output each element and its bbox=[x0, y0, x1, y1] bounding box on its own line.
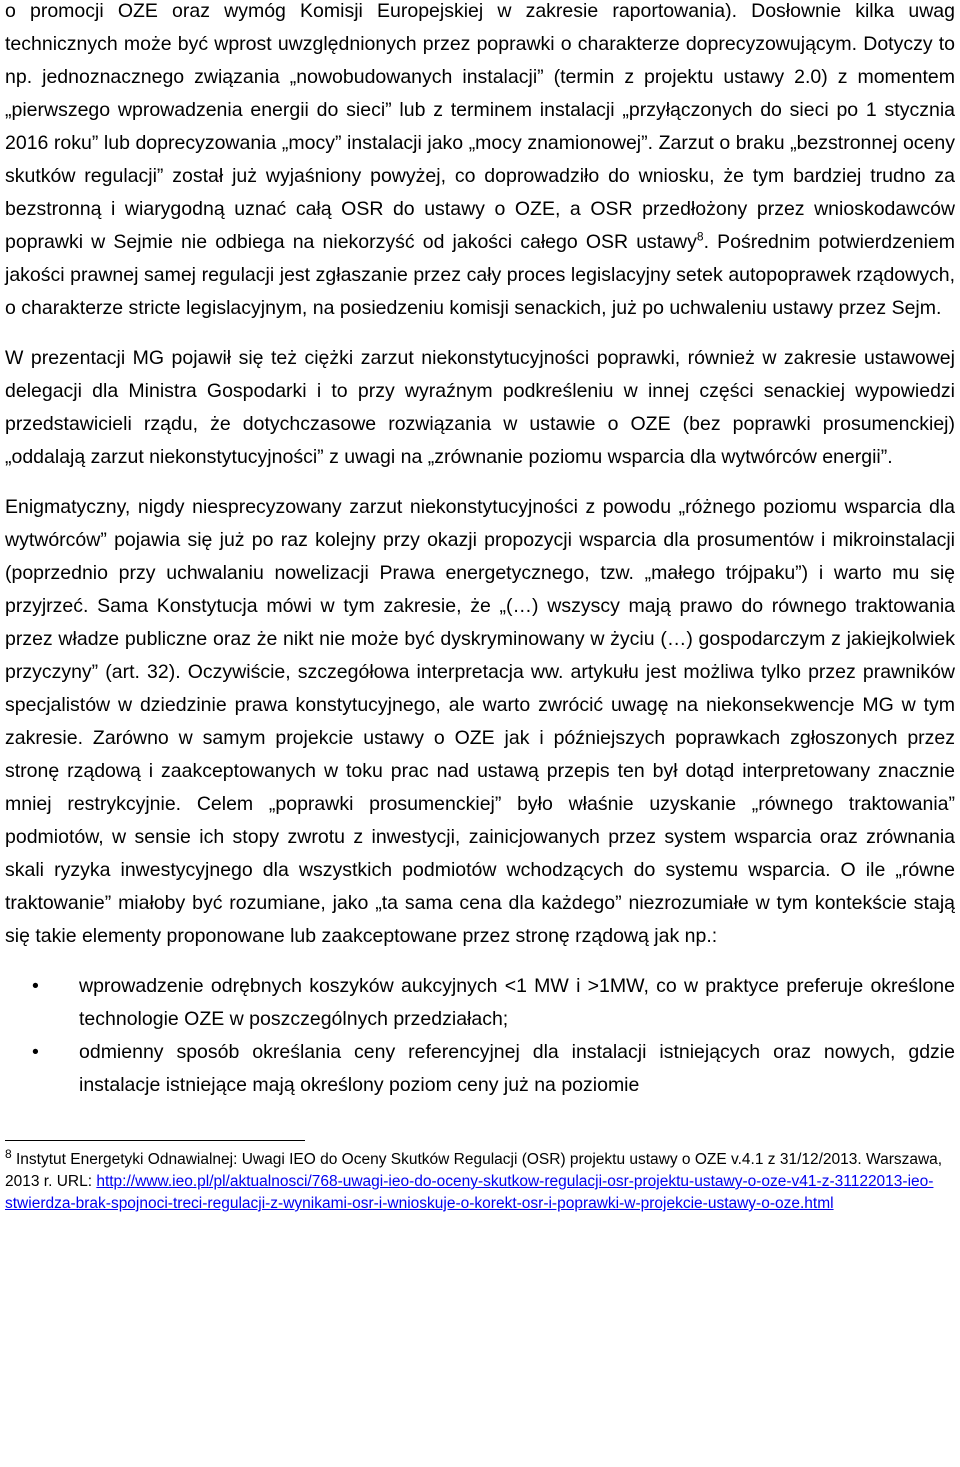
bullet-list bbox=[5, 970, 955, 1102]
body-paragraph-2: W prezentacji MG pojawił się też ciężki zarzut niekonstytucyjności poprawki, również w zakresie ustawowej delegacji dla Ministra Gospodarki i to przy wyraźnym podkreśleniu w innej części senackiej wypowiedzi przedstawicieli rządu, że dotychczasowe rozwiązania w ustawie o OZE (bez poprawki prosumenckiej) „oddalają zarzut niekonstytucyjności” z uwagi na „zrównanie poziomu wsparcia dla wytwórców energii”. bbox=[5, 347, 955, 468]
list-item-text: wprowadzenie odrębnych koszyków aukcyjnych <1 MW i >1MW, co w praktyce preferuje określone technologie OZE w poszczególnych przedziałach; bbox=[79, 975, 955, 1030]
footnote-number: 8 bbox=[5, 1146, 12, 1161]
body-paragraph-1 bbox=[5, 0, 955, 325]
footnote-link[interactable]: http://www.ieo.pl/pl/aktualnosci/768-uwagi-ieo-do-oceny-skutkow-regulacji-osr-projektu-ustawy-o-oze-v41-z-31122013-ieo-stwierdza-brak-spojnoci-treci-regulacji-z-wynikami-osr-i-wnioskuje-o-korekt-osr-i-poprawki-w-projekcie-ustawy-o-oze.html bbox=[5, 1173, 934, 1212]
list-item bbox=[5, 970, 955, 1036]
body-paragraph-3: Enigmatyczny, nigdy niesprecyzowany zarzut niekonstytucyjności z powodu „różnego poziomu wsparcia dla wytwórców” pojawia się już po raz kolejny przy okazji propozycji wsparcia dla prosumentów i mikroinstalacji (poprzednio przy uchwalaniu nowelizacji Prawa energetycznego, tzw. „małego trójpaku”) i warto mu się przyjrzeć. Sama Konstytucja mówi w tym zakresie, że „(…) wszyscy mają prawo do równego traktowania przez władze publiczne oraz że nikt nie może być dyskryminowany w życiu (…) gospodarczym z jakiejkolwiek przyczyny” (art. 32). Oczywiście, szczegółowa interpretacja ww. artykułu jest możliwa tylko przez prawników specjalistów w dziedzinie prawa konstytucyjnego, ale warto zwrócić uwagę na niekonsekwencje MG w tym zakresie. Zarówno w samym projekcie ustawy o OZE jak i późniejszych poprawkach zgłoszonych przez stronę rządową i zaakceptowanych w toku prac nad ustawą przepis ten był dotąd interpretowany znacznie mniej restrykcyjnie. Celem „poprawki prosumenckiej” było właśnie uzyskanie „równego traktowania” podmiotów, w sensie ich stopy zwrotu z inwestycji, zainicjowanych przez system wsparcia oraz zrównania skali ryzyka inwestycyjnego dla wszystkich podmiotów wchodzących do systemu wsparcia. O ile „równe traktowanie” miałoby być rozumiane, jako „ta sama cena dla każdego” niezrozumiałe w tym kontekście stają się takie elementy proponowane lub zaakceptowane przez stronę rządową jak np.: bbox=[5, 496, 955, 947]
paragraph-text: o promocji OZE oraz wymóg Komisji Europejskiej w zakresie raportowania). Dosłownie kilka uwag technicznych może być wprost uwzględnionych przez poprawki o charakterze doprecyzowującym. Dotyczy to np. jednoznacznego związania „nowobudowanych instalacji” (termin z projektu ustawy 2.0) z momentem „pierwszego wprowadzenia energii do sieci” lub z terminem instalacji „przyłączonych do sieci po 1 stycznia 2016 roku” lub doprecyzowania „mocy” instalacji jako „mocy znamionowej”. Zarzut o braku „bezstronnej oceny skutków regulacji” został już wyjaśniony powyżej, co doprowadziło do wniosku, że tym bardziej trudno za bezstronną i wiarygodną uznać całą OSR do ustawy o OZE, a OSR przedłożony przez wnioskodawców poprawki w Sejmie nie odbiega na niekorzyść od jakości całego OSR ustawy bbox=[5, 0, 955, 253]
bullet-icon: • bbox=[32, 975, 39, 997]
list-item-text: odmienny sposób określania ceny referencyjnej dla instalacji istniejących oraz nowych, gdzie instalacje istniejące mają określony poziom ceny już na poziomie bbox=[79, 1041, 955, 1096]
list-item bbox=[5, 1036, 955, 1102]
paragraph-text-continued: . Pośrednim potwierdzeniem jakości prawnej samej regulacji jest zgłaszanie przez cały proces legislacyjny setek autopoprawek rządowych, o charakterze stricte legislacyjnym, na posiedzeniu komisji senackich, już po uchwaleniu ustawy przez Sejm. bbox=[5, 231, 955, 319]
footnote bbox=[5, 1146, 955, 1215]
footnote-separator bbox=[5, 1140, 305, 1141]
footnote-reference[interactable]: 8 bbox=[696, 229, 704, 244]
footnote-text: Instytut Energetyki Odnawialnej: Uwagi IEO do Oceny Skutków Regulacji (OSR) projektu ustawy o OZE v.4.1 z 31/12/2013. Warszawa, 2013 r. URL: bbox=[5, 1151, 943, 1190]
bullet-icon: • bbox=[32, 1041, 39, 1063]
document-page bbox=[5, 0, 955, 1215]
